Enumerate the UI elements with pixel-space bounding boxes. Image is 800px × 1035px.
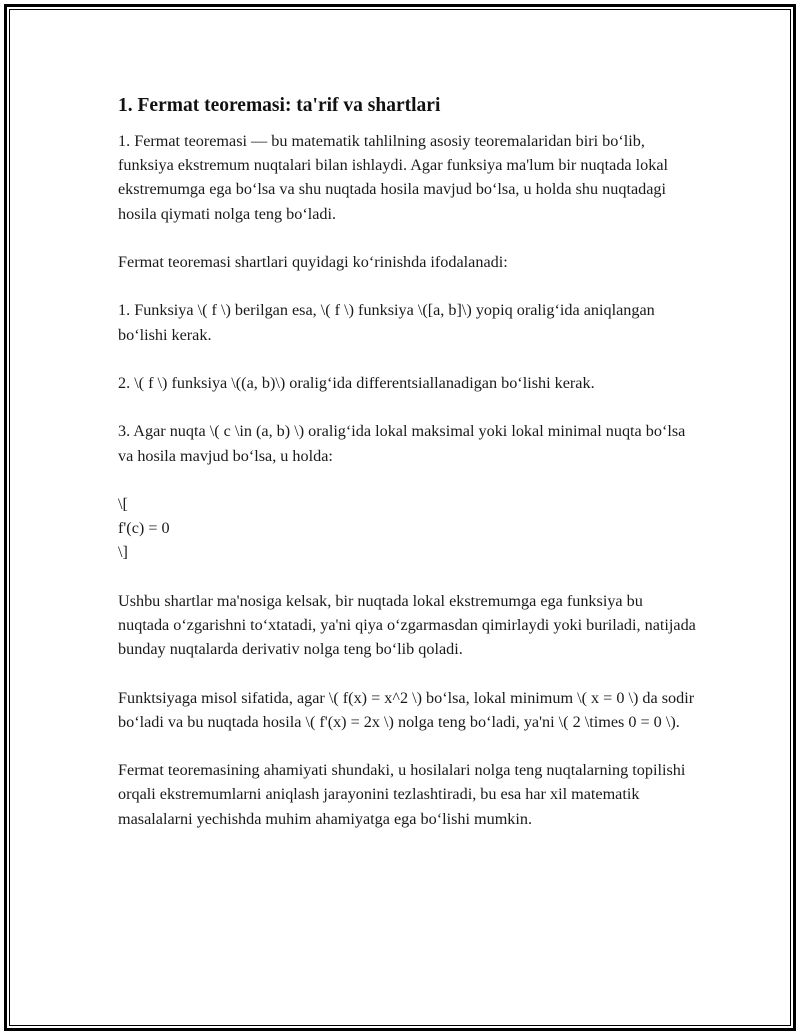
paragraph-meaning: Ushbu shartlar ma'nosiga kelsak, bir nuqtada lokal ekstremumga ega funksiya bu nuqtada o‘zgarishni to‘xtatadi, ya'ni qiya o‘zgarmasdan qimirlaydi yoki buriladi, natijada bunday nuqtalarda derivativ nolga teng bo‘lib qoladi.: [118, 591, 696, 659]
math-close-delimiter: \]: [118, 543, 128, 562]
document-body: [118, 93, 698, 855]
paragraph-condition-1: 1. Funksiya \( f \) berilgan esa, \( f \) funksiya \([a, b]\) yopiq oralig‘ida aniqlangan bo‘lishi kerak.: [118, 301, 655, 344]
document-title: 1. Fermat teoremasi: ta'rif va shartlari: [118, 95, 441, 116]
paragraph-condition-2: 2. \( f \) funksiya \((a, b)\) oralig‘ida differentsiallanadigan bo‘lishi kerak.: [118, 373, 595, 392]
paragraph-example: Funktsiyaga misol sifatida, agar \( f(x) = x^2 \) bo‘lsa, lokal minimum \( x = 0 \) da sodir bo‘ladi va bu nuqtada hosila \( f'(x) = 2x \) nolga teng bo‘ladi, ya'ni \( 2 \times 0 = 0 \).: [118, 688, 695, 731]
math-open-delimiter: \[: [118, 494, 128, 513]
math-formula: f'(c) = 0: [118, 519, 170, 538]
paragraph-intro: 1. Fermat teoremasi — bu matematik tahlilning asosiy teoremalaridan biri bo‘lib, funksiya ekstremum nuqtalari bilan ishlaydi. Agar funksiya ma'lum bir nuqtada lokal ekstremumga ega bo‘lsa va shu nuqtada hosila mavjud bo‘lsa, u holda shu nuqtadagi hosila qiymati nolga teng bo‘ladi.: [118, 132, 669, 223]
paragraph-significance: Fermat teoremasining ahamiyati shundaki, u hosilalari nolga teng nuqtalarning topilishi orqali ekstremumlarni aniqlash jarayonini tezlashtiradi, bu esa har xil matematik masalalarni yechishda muhim ahamiyatga ega bo‘lishi mumkin.: [118, 761, 686, 828]
paragraph-condition-3: 3. Agar nuqta \( c \in (a, b) \) oralig‘ida lokal maksimal yoki lokal minimal nuqta bo‘lsa va hosila mavjud bo‘lsa, u holda:: [118, 422, 686, 465]
math-block: [118, 492, 698, 565]
paragraph-conditions-lead: Fermat teoremasi shartlari quyidagi ko‘rinishda ifodalanadi:: [118, 253, 508, 271]
